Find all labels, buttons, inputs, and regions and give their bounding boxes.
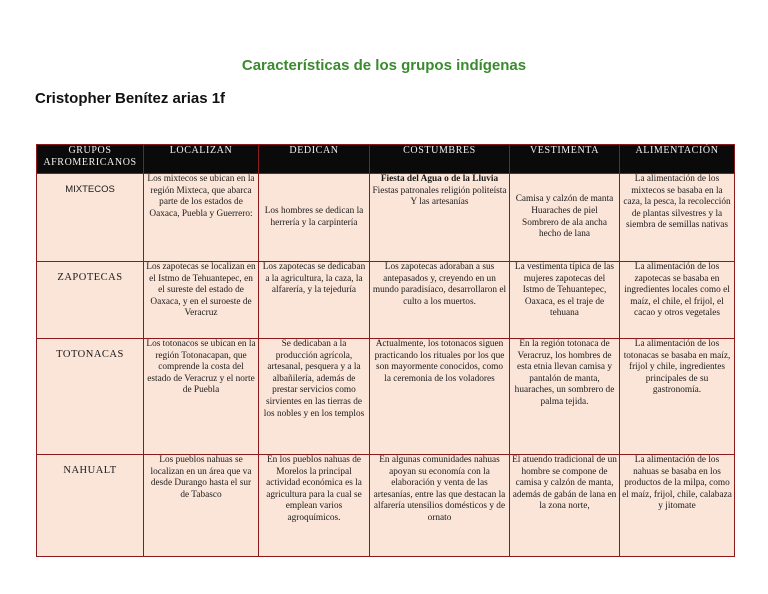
table-header-row xyxy=(37,145,735,174)
dedican-cell: Los zapotecas se dedicaban a la agricultura, la caza, la alfarería, y la tejeduría xyxy=(259,262,370,339)
header-costumbres: COSTUMBRES xyxy=(370,145,510,174)
groups-table xyxy=(36,144,735,557)
vestimenta-cell: En la región totonaca de Veracruz, los hombres de esta etnia llevan camisa y pantalón de manta, huaraches, un sombrero de palma tejida. xyxy=(510,339,620,455)
localizan-cell: Los totonacos se ubican en la región Totonacapan, que comprende la costa del estado de Veracruz y el norte de Puebla xyxy=(144,339,259,455)
table-row xyxy=(37,262,735,339)
group-name: TOTONACAS xyxy=(37,339,144,455)
vestimenta-line: Sombrero de ala ancha hecho de lana xyxy=(522,217,607,240)
vestimenta-cell: La vestimenta típica de las mujeres zapotecas del Istmo de Tehuantepec, Oaxaca, es el traje de tehuana xyxy=(510,262,620,339)
table-row xyxy=(37,339,735,455)
localizan-cell: Los zapotecas se localizan en el Istmo de Tehuantepec, en el sureste del estado de Oaxaca, y en el suroeste de Veracruz xyxy=(144,262,259,339)
alimentacion-cell: La alimentación de los zapotecas se basaba en ingredientes locales como el maíz, el chile, el frijol, el cacao y otros vegetales xyxy=(620,262,735,339)
localizan-cell: Los mixtecos se ubican en la región Mixteca, que abarca parte de los estados de Oaxaca, Puebla y Guerrero: xyxy=(144,174,259,262)
alimentacion-cell: La alimentación de los mixtecos se basaba en la caza, la pesca, la recolección de plantas silvestres y la siembra de semillas nativas xyxy=(620,174,735,262)
header-dedican: DEDICAN xyxy=(259,145,370,174)
author-line: Cristopher Benítez arias 1f xyxy=(35,90,226,107)
table-row xyxy=(37,455,735,557)
vestimenta-cell: El atuendo tradicional de un hombre se compone de camisa y calzón de manta, además de gabán de lana en la zona norte, xyxy=(510,455,620,557)
header-vestimenta: VESTIMENTA xyxy=(510,145,620,174)
costumbres-line: Fiestas patronales religión politeísta xyxy=(372,185,507,196)
header-alimentacion: ALIMENTACIÓN xyxy=(620,145,735,174)
dedican-cell: Los hombres se dedican la herrería y la carpintería xyxy=(259,174,370,262)
costumbres-highlight: Fiesta del Agua o de la Lluvia xyxy=(380,174,499,184)
localizan-cell: Los pueblos nahuas se localizan en un área que va desde Durango hasta el sur de Tabasco xyxy=(144,455,259,557)
document-title: Características de los grupos indígenas xyxy=(241,57,527,74)
dedican-cell: En los pueblos nahuas de Morelos la principal actividad económica es la agricultura para la cual se emplean varios agroquímicos. xyxy=(259,455,370,557)
header-localizan: LOCALIZAN xyxy=(144,145,259,174)
costumbres-cell xyxy=(370,174,510,262)
alimentacion-cell: La alimentación de los totonacas se basaba en maíz, frijol y chile, ingredientes principales de su gastronomía. xyxy=(620,339,735,455)
dedican-cell: Se dedicaban a la producción agrícola, artesanal, pesquera y a la albañilería, además de prestar servicios como sirvientes en las tierras de los nobles y en los templos xyxy=(259,339,370,455)
vestimenta-cell xyxy=(510,174,620,262)
costumbres-cell: Actualmente, los totonacos siguen practicando los rituales por los que son mayormente conocidos, como la ceremonia de los voladores xyxy=(370,339,510,455)
costumbres-cell: Los zapotecas adoraban a sus antepasados y, creyendo en un mundo paradisíaco, desarrollaron el culto a los muertos. xyxy=(370,262,510,339)
costumbres-line: Y las artesanías xyxy=(410,197,469,208)
header-grupos: GRUPOS AFROMERICANOS xyxy=(37,145,144,174)
vestimenta-line: Huaraches de piel xyxy=(531,205,598,216)
group-name: MIXTECOS xyxy=(37,174,144,262)
vestimenta-line: Camisa y calzón de manta xyxy=(515,194,614,205)
costumbres-cell: En algunas comunidades nahuas apoyan su economía con la elaboración y venta de las artesanías, entre las que destacan la alfarería utensilios domésticos y de ornato xyxy=(370,455,510,557)
group-name: ZAPOTECAS xyxy=(37,262,144,339)
table-row xyxy=(37,174,735,262)
alimentacion-cell: La alimentación de los nahuas se basaba en los productos de la milpa, como el maíz, frijol, chile, calabaza y jitomate xyxy=(620,455,735,557)
group-name: NAHUALT xyxy=(37,455,144,557)
